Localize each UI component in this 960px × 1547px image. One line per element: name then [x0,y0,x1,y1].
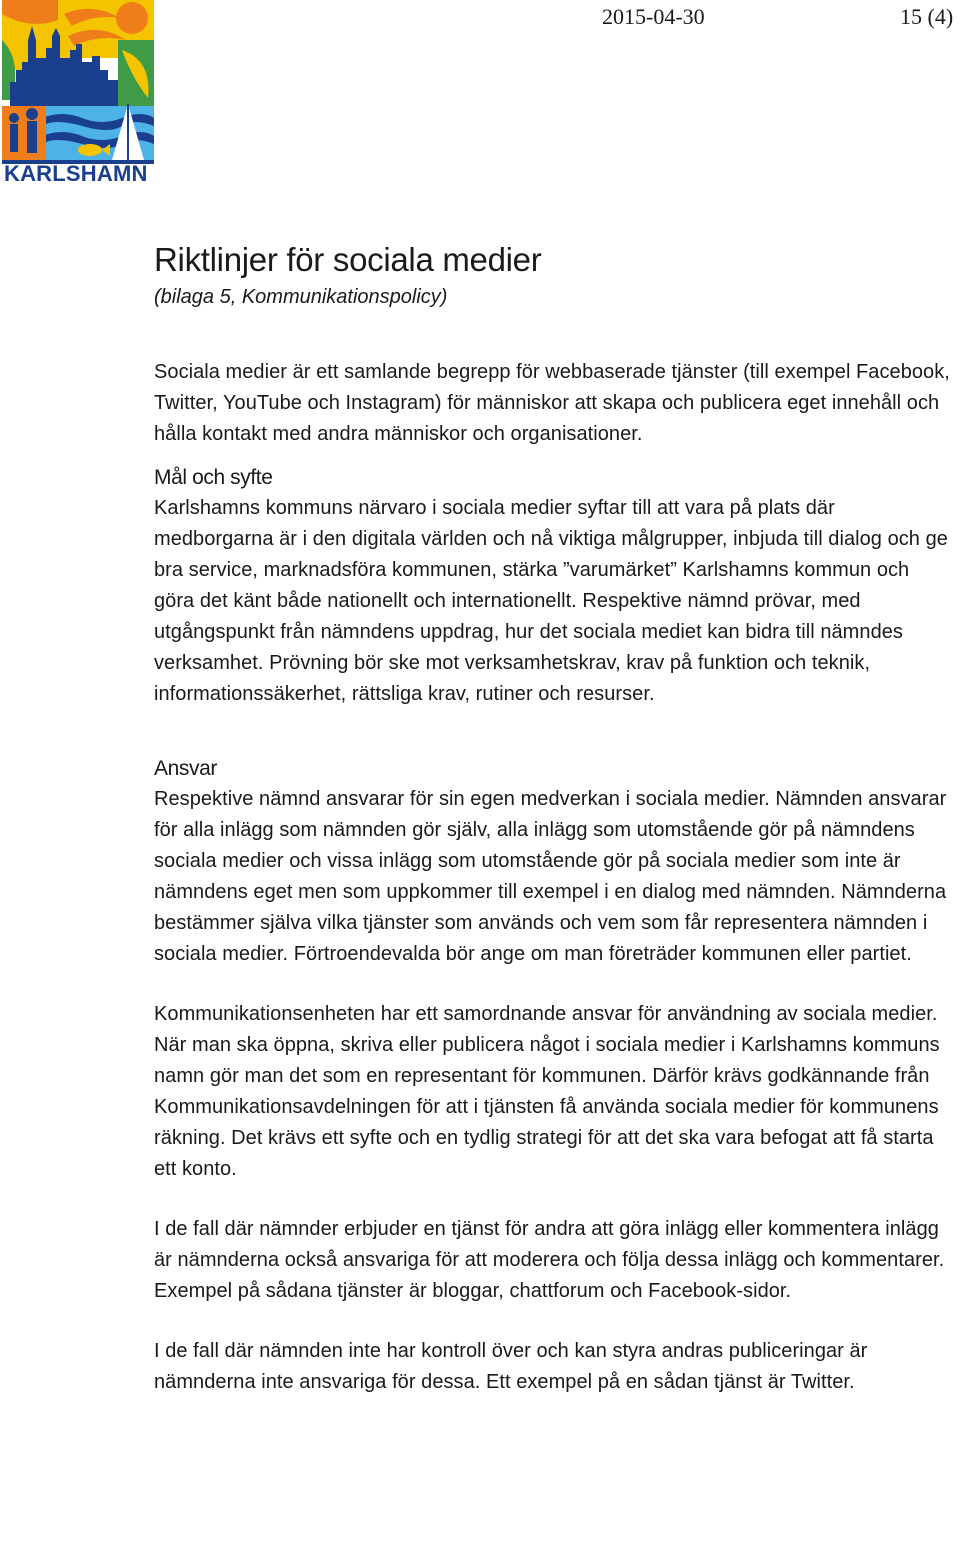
section-heading: Ansvar [154,757,217,780]
page-number: 15 (4) [900,4,954,29]
section-goals [154,462,954,710]
document-date: 2015-04-30 [602,4,705,29]
document-title: Riktlinjer för sociala medier [154,241,542,278]
section-paragraph: Karlshamns kommuns närvaro i sociala medier syftar till att vara på plats där medborgarna är i den digitala världen och nå viktiga målgrupper, inbjuda till dialog och ge bra service, marknadsföra kommunen, stärka ”varumärket” Karlshamns kommun och göra det känt både nationellt och internationellt. Respektive nämnd prövar, med utgångspunkt från nämndens uppdrag, hur det sociala mediet kan bidra till nämndes verksamhet. Prövning bör ske mot verksamhetskrav, krav på funktion och teknik, informationssäkerhet, rättsliga krav, rutiner och resurser. [154,497,948,705]
section-paragraph: I de fall där nämnden inte har kontroll över och kan styra andras publiceringar är nämnderna inte ansvariga för dessa. Ett exempel på en sådan tjänst är Twitter. [154,1340,868,1393]
document-subtitle: (bilaga 5, Kommunikationspolicy) [154,286,448,308]
section-paragraph: I de fall där nämnder erbjuder en tjänst för andra att göra inlägg eller kommentera inlägg är nämnderna också ansvariga för att moderera och följa dessa inlägg och kommentarer. Exempel på sådana tjänster är bloggar, chattforum och Facebook-sidor. [154,1218,945,1302]
section-responsibility [154,753,954,1398]
intro-paragraph: Sociala medier är ett samlande begrepp för webbaserade tjänster (till exempel Facebook, Twitter, YouTube och Instagram) för människor att skapa och publicera eget innehåll och hålla kontakt med andra människor och organisationer. [154,361,950,445]
section-paragraph: Respektive nämnd ansvarar för sin egen medverkan i sociala medier. Nämnden ansvarar för alla inlägg som nämnden gör själv, alla inlägg som utomstående gör på nämndens sociala medier och vissa inlägg som utomstående gör på sociala medier som inte är nämndens eget men som uppkommer till exempel i en dialog med nämnden. Nämnderna bestämmer själva vilka tjänster som används och vem som får representera nämnden i sociala medier. Förtroendevalda bör ange om man företräder kommunen eller partiet. [154,788,947,965]
karlshamn-logo-graphic [2,0,154,188]
karlshamn-logo [2,0,154,188]
logo-wordmark: KARLSHAMN [4,161,148,186]
section-paragraph: Kommunikationsenheten har ett samordnande ansvar för användning av sociala medier. När man ska öppna, skriva eller publicera något i sociala medier i Karlshamns kommuns namn gör man det som en representant för kommunen. Därför krävs godkännande från Kommunikationsavdelningen för att i tjänsten få använda sociala medier för kommunens räkning. Det krävs ett syfte och en tydlig strategi för att det ska vara befogat att få starta ett konto. [154,1003,940,1180]
section-heading: Mål och syfte [154,466,273,489]
document-body [154,238,954,1398]
